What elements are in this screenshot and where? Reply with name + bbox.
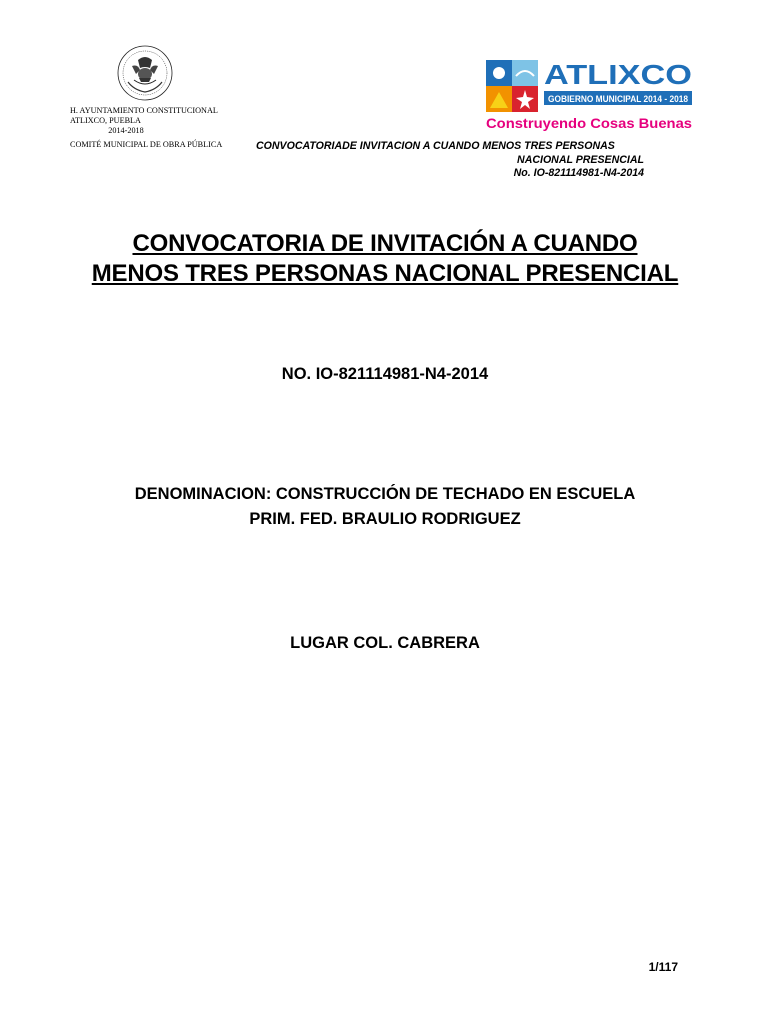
title-line-2: MENOS TRES PERSONAS NACIONAL PRESENCIAL (91, 260, 679, 287)
document-title (0, 229, 770, 289)
work-denomination (0, 482, 770, 532)
title-line-1: CONVOCATORIA DE INVITACIÓN A CUANDO (132, 230, 638, 257)
logo-slogan: Construyendo Cosas Buenas (486, 115, 693, 131)
denomination-line-2: PRIM. FED. BRAULIO RODRIGUEZ (249, 510, 521, 528)
logo-subtitle: GOBIERNO MUNICIPAL 2014 - 2018 (548, 94, 688, 105)
page-number: 1/117 (648, 960, 678, 974)
document-header-reference (250, 140, 700, 181)
call-number: NO. IO-821114981-N4-2014 (281, 365, 489, 383)
coat-of-arms-seal (114, 44, 176, 102)
header-call-type: NACIONAL PRESENCIAL (517, 153, 644, 166)
atlixco-logo (486, 60, 694, 134)
header-call-number: No. IO-821114981-N4-2014 (513, 167, 644, 179)
header-line-committee: COMITÉ MUNICIPAL DE OBRA PÚBLICA (70, 140, 223, 150)
municipality-header (70, 106, 230, 150)
denomination-line-1: DENOMINACION: CONSTRUCCIÓN DE TECHADO EN ESCUELA (134, 485, 636, 503)
header-call-name: CONVOCATORIADE INVITACION A CUANDO MENOS TRES PERSONAS (256, 140, 615, 152)
work-location: LUGAR COL. CABRERA (290, 634, 480, 652)
header-line-ayuntamiento: H. AYUNTAMIENTO CONSTITUCIONAL (70, 106, 218, 115)
header-line-period: 2014-2018 (108, 125, 144, 135)
header-line-city: ATLIXCO, PUEBLA (70, 115, 141, 125)
logo-name: ATLIXCO (544, 60, 692, 90)
